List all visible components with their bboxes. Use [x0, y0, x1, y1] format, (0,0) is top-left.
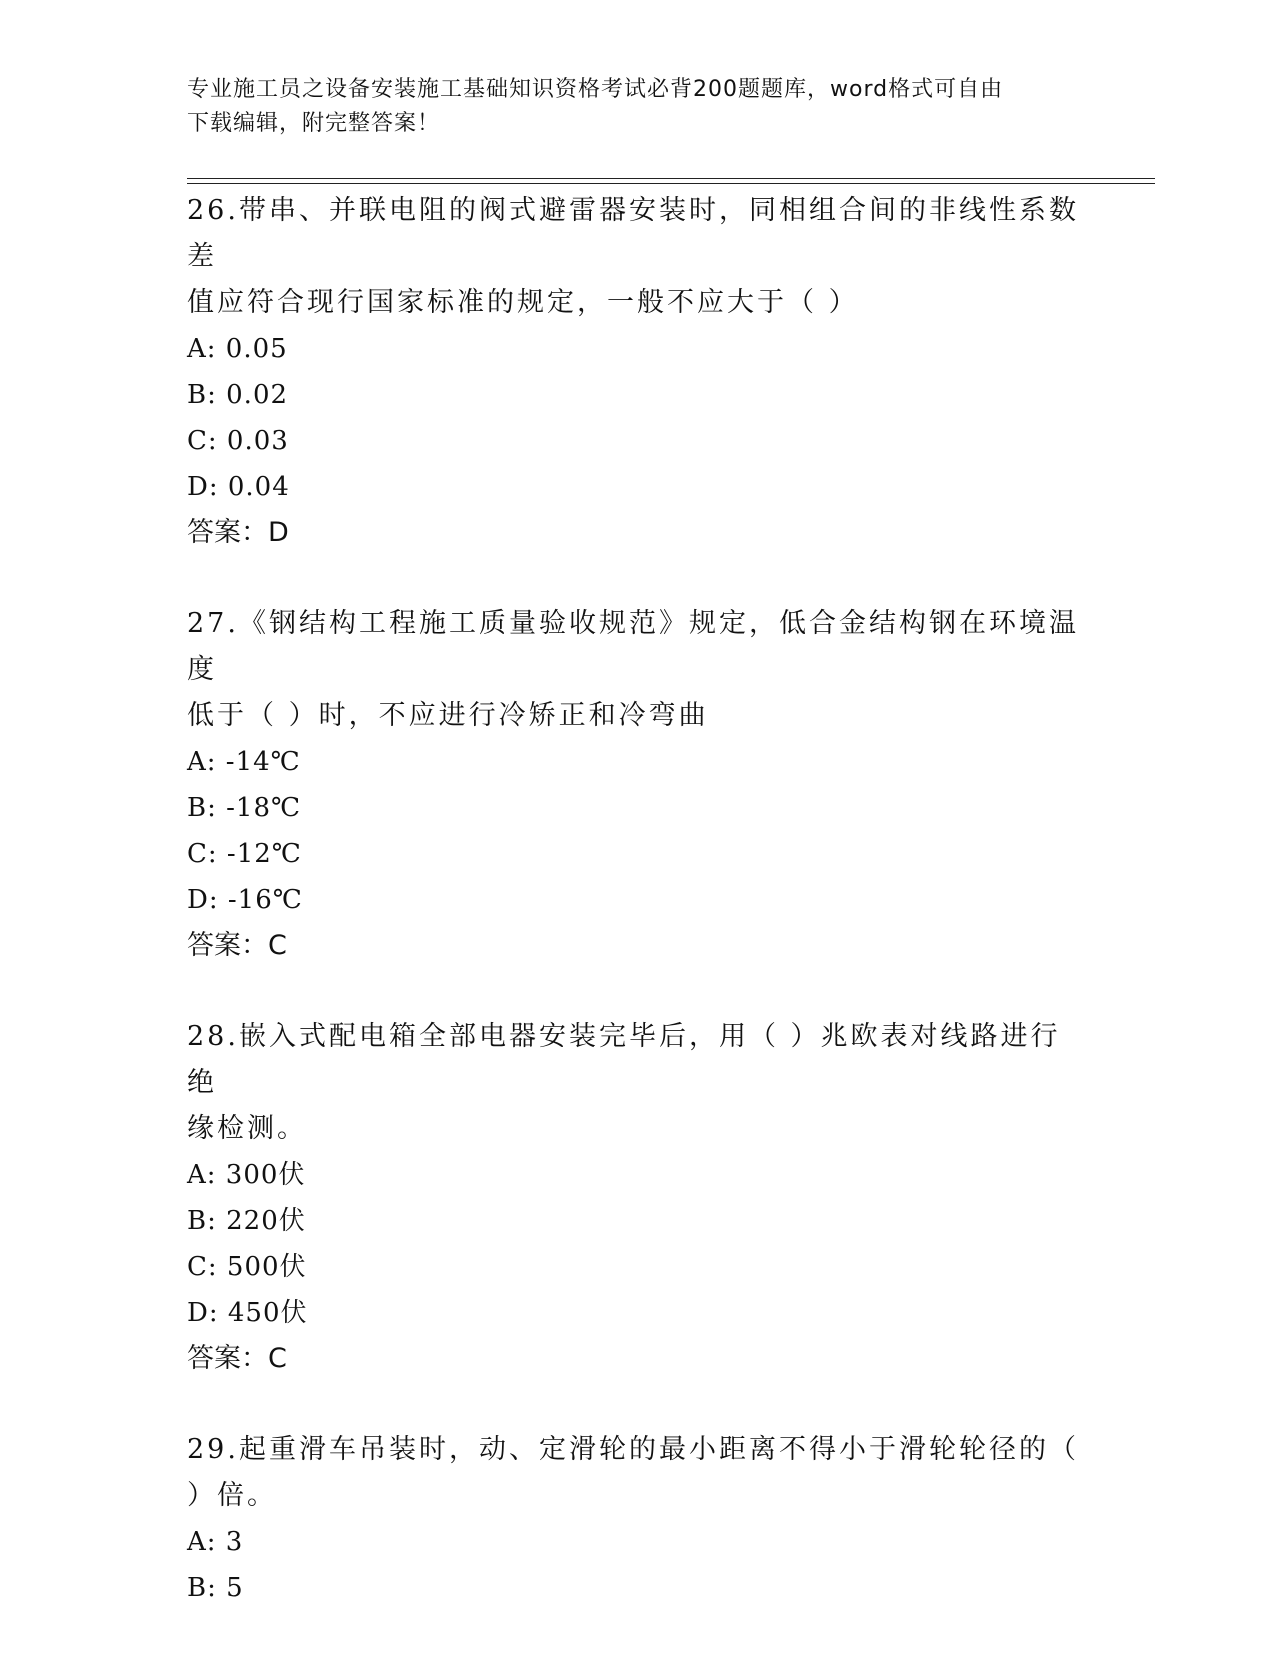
- option-d: D: -16℃: [187, 885, 303, 915]
- question-text-line: 低于（ ）时，不应进行冷矫正和冷弯曲: [187, 700, 709, 731]
- option-d: D: 450伏: [187, 1298, 308, 1328]
- question-text-line: 28.嵌入式配电箱全部电器安装完毕后，用（ ）兆欧表对线路进行绝: [187, 1021, 1061, 1098]
- option-d: D: 0.04: [187, 472, 290, 502]
- question-text-line: 29.起重滑车吊装时，动、定滑轮的最小距离不得小于滑轮轮径的（: [187, 1434, 1079, 1465]
- question-text-line: 缘检测。: [187, 1113, 307, 1144]
- document-header: [187, 73, 1087, 141]
- option-b: B: 220伏: [187, 1206, 306, 1236]
- question-list: [187, 188, 1087, 1656]
- question-text-line: 27.《钢结构工程施工质量验收规范》规定，低合金结构钢在环境温度: [187, 608, 1079, 685]
- option-a: A: 0.05: [187, 334, 288, 364]
- option-a: A: 3: [187, 1527, 244, 1557]
- question-text-line: 值应符合现行国家标准的规定，一般不应大于（ ）: [187, 287, 859, 318]
- option-a: A: 300伏: [187, 1160, 306, 1190]
- option-c: C: 500伏: [187, 1252, 307, 1282]
- option-b: B: -18℃: [187, 793, 302, 823]
- question-26: [187, 188, 1087, 556]
- option-b: B: 0.02: [187, 380, 289, 410]
- header-line-2: 下载编辑，附完整答案！: [187, 111, 441, 136]
- question-text-line: 26.带串、并联电阻的阀式避雷器安装时，同相组合间的非线性系数差: [187, 195, 1079, 272]
- option-a: A: -14℃: [187, 747, 301, 777]
- question-27: [187, 601, 1087, 969]
- option-c: C: 0.03: [187, 426, 289, 456]
- answer-label: 答案：C: [187, 1343, 287, 1374]
- answer-label: 答案：C: [187, 930, 287, 961]
- option-b: B: 5: [187, 1573, 244, 1603]
- question-29: [187, 1427, 1087, 1611]
- question-text-line: ）倍。: [187, 1480, 277, 1511]
- question-28: [187, 1014, 1087, 1382]
- answer-label: 答案：D: [187, 517, 289, 548]
- option-c: C: -12℃: [187, 839, 302, 869]
- header-line-1: 专业施工员之设备安装施工基础知识资格考试必背200题题库，word格式可自由: [187, 77, 1004, 102]
- header-divider-bottom: [187, 183, 1155, 184]
- header-divider-top: [187, 178, 1155, 179]
